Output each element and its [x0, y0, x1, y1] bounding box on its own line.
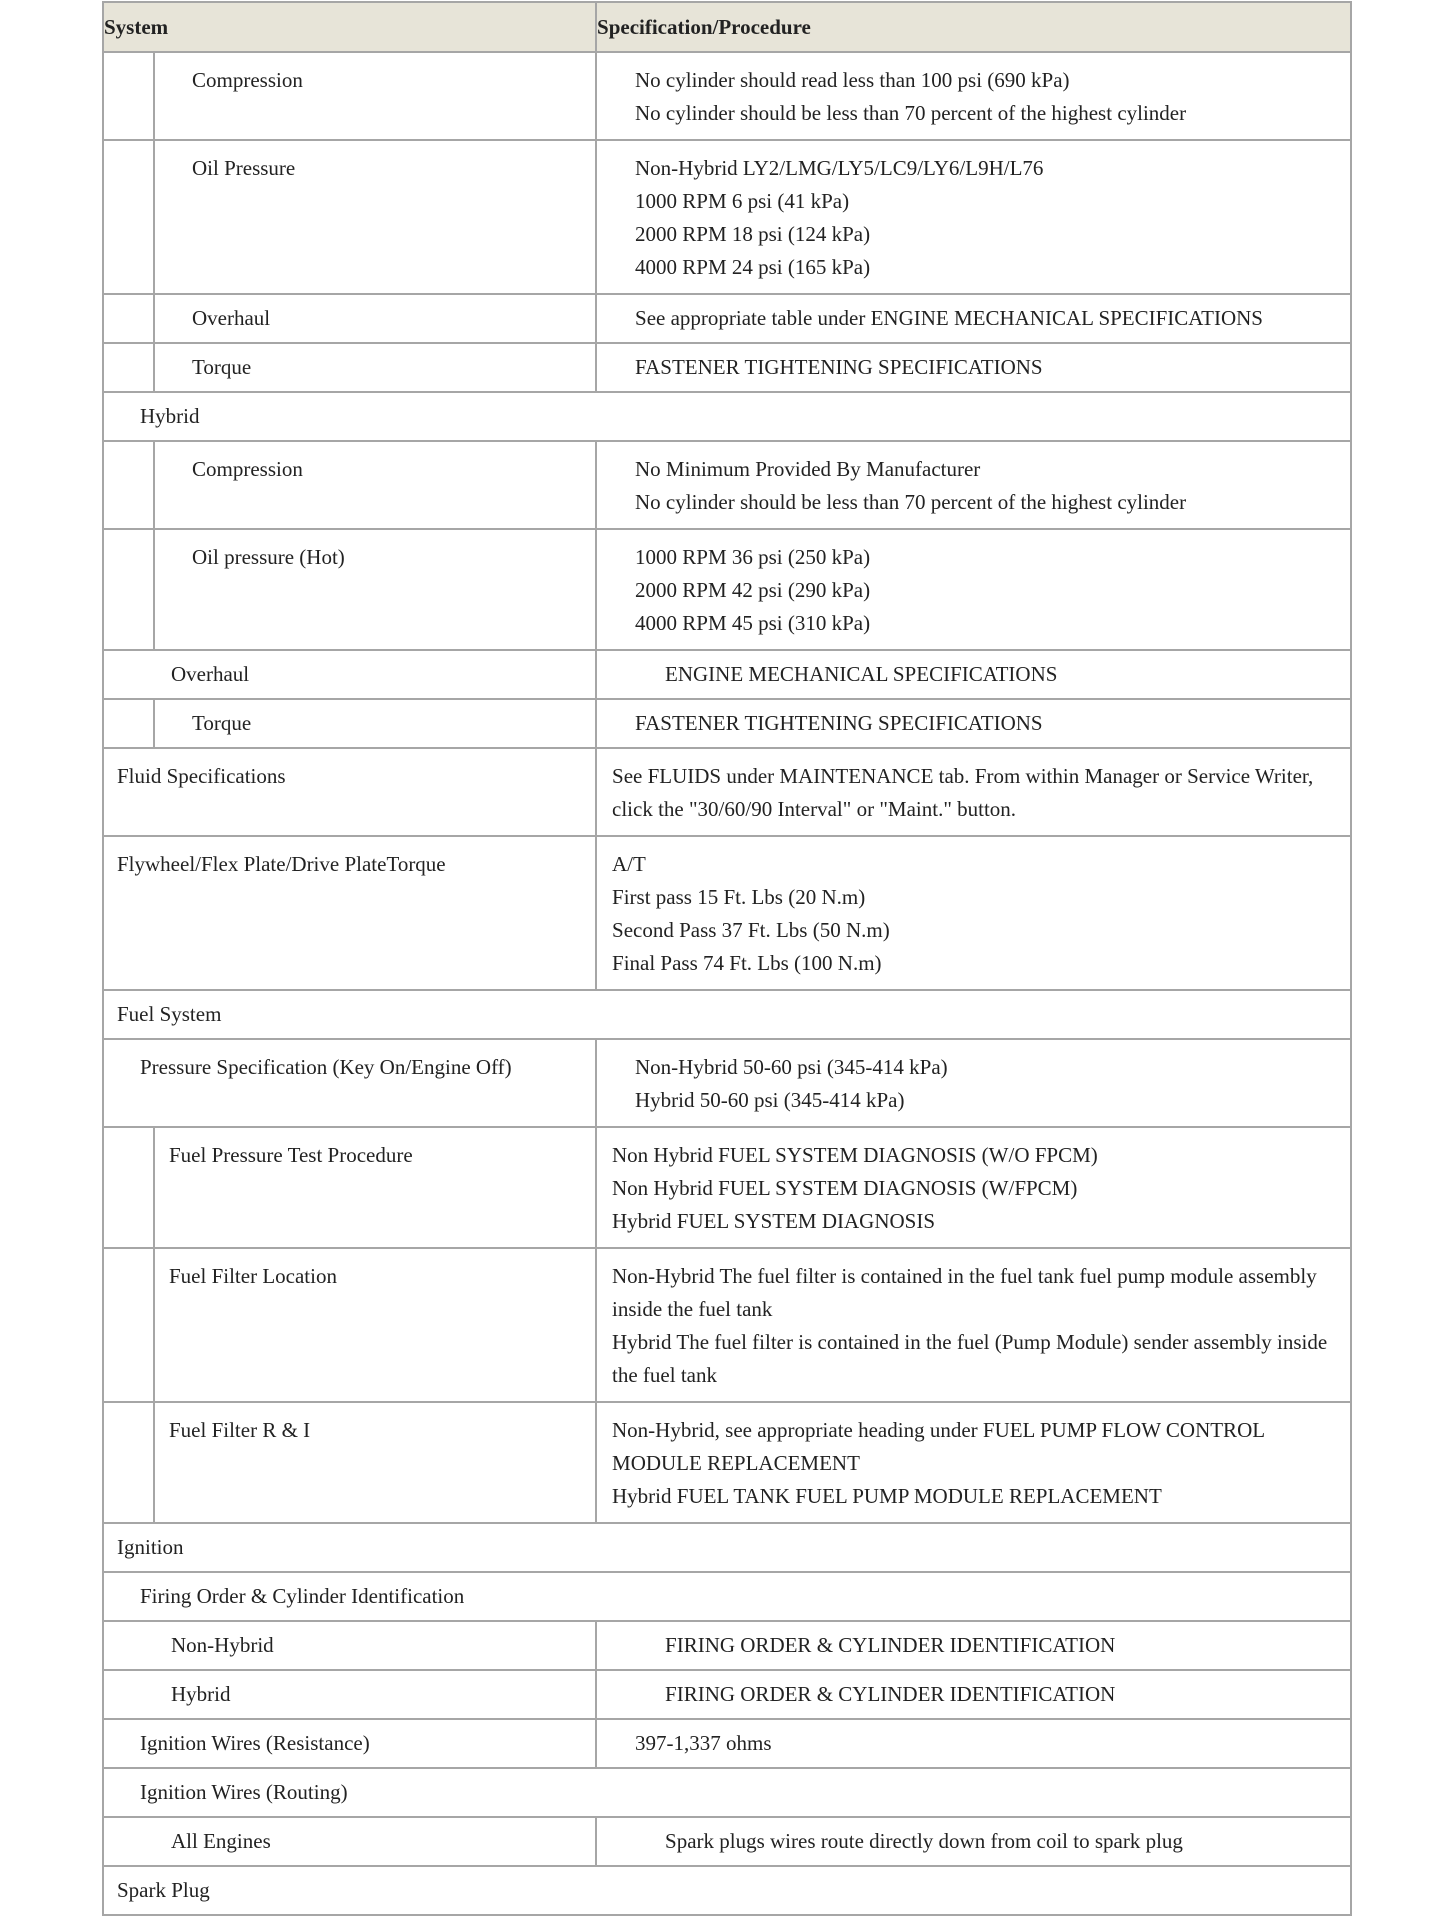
value-line: Second Pass 37 Ft. Lbs (50 N.m) — [612, 918, 890, 942]
row-name: Pressure Specification (Key On/Engine Off) — [140, 1055, 512, 1079]
row-value-cell — [596, 748, 1351, 836]
header-specification: Specification/Procedure — [596, 2, 1351, 52]
value-line: 2000 RPM 42 psi (290 kPa) — [635, 578, 871, 602]
indent-stub — [103, 1127, 154, 1248]
row-name-cell — [154, 1248, 596, 1402]
table-row — [103, 52, 1351, 140]
row-name-cell — [103, 1719, 596, 1768]
row-name: Fuel Pressure Test Procedure — [169, 1143, 413, 1167]
table-row — [103, 140, 1351, 294]
table-row — [103, 748, 1351, 836]
row-name: Non-Hybrid — [171, 1633, 274, 1657]
value-line: See appropriate table under ENGINE MECHANICAL SPECIFICATIONS — [635, 306, 1263, 330]
table-row — [103, 441, 1351, 529]
row-value-cell — [596, 836, 1351, 990]
row-value-cell — [596, 294, 1351, 343]
row-value-cell — [596, 343, 1351, 392]
row-name-cell — [154, 294, 596, 343]
row-name: Hybrid — [171, 1682, 231, 1706]
row-name-cell — [103, 748, 596, 836]
value-line: No Minimum Provided By Manufacturer — [635, 457, 981, 481]
value-line: FIRING ORDER & CYLINDER IDENTIFICATION — [665, 1682, 1116, 1706]
table-row — [103, 1127, 1351, 1248]
value-line: Spark plugs wires route directly down from coil to spark plug — [665, 1829, 1183, 1853]
section-title: Spark Plug — [117, 1878, 210, 1902]
row-name: Overhaul — [192, 306, 271, 330]
section-title: Fuel System — [117, 1002, 222, 1026]
indent-stub — [103, 699, 154, 748]
value-line: First pass 15 Ft. Lbs (20 N.m) — [612, 885, 866, 909]
row-value-cell — [596, 529, 1351, 650]
table-row — [103, 1402, 1351, 1523]
section-row — [103, 1572, 1351, 1621]
row-name-cell — [154, 140, 596, 294]
section-row — [103, 392, 1351, 441]
table-row — [103, 836, 1351, 990]
value-line: 397-1,337 ohms — [635, 1731, 772, 1755]
value-line: Non Hybrid FUEL SYSTEM DIAGNOSIS (W/FPCM) — [612, 1176, 1078, 1200]
value-line: Hybrid FUEL TANK FUEL PUMP MODULE REPLACEMENT — [612, 1484, 1162, 1508]
row-value-cell — [596, 1127, 1351, 1248]
value-line: Hybrid 50-60 psi (345-414 kPa) — [635, 1088, 905, 1112]
row-name-cell — [103, 1039, 596, 1127]
row-name: Torque — [192, 711, 252, 735]
row-name: Flywheel/Flex Plate/Drive PlateTorque — [117, 852, 446, 876]
section-cell — [103, 1523, 1351, 1572]
indent-stub — [103, 1402, 154, 1523]
row-name-cell — [154, 529, 596, 650]
section-row — [103, 1768, 1351, 1817]
row-name: Fluid Specifications — [117, 764, 286, 788]
row-value-cell — [596, 1402, 1351, 1523]
indent-stub — [103, 1248, 154, 1402]
indent-stub — [103, 529, 154, 650]
value-line: 4000 RPM 24 psi (165 kPa) — [635, 255, 871, 279]
row-name: Oil pressure (Hot) — [192, 545, 345, 569]
specification-table — [102, 1, 1352, 1916]
table-header-row — [103, 2, 1351, 52]
value-line: Non Hybrid FUEL SYSTEM DIAGNOSIS (W/O FPCM) — [612, 1143, 1098, 1167]
row-value-cell — [596, 1621, 1351, 1670]
row-name: Compression — [192, 457, 303, 481]
row-value-cell — [596, 1039, 1351, 1127]
table-row — [103, 1817, 1351, 1866]
section-row — [103, 1523, 1351, 1572]
value-line: 2000 RPM 18 psi (124 kPa) — [635, 222, 871, 246]
indent-stub — [103, 441, 154, 529]
row-name-cell — [103, 1621, 596, 1670]
row-name-cell — [154, 52, 596, 140]
row-value-cell — [596, 699, 1351, 748]
section-cell — [103, 392, 1351, 441]
indent-stub — [103, 294, 154, 343]
indent-stub — [103, 52, 154, 140]
section-title: Ignition Wires (Routing) — [140, 1780, 348, 1804]
row-name-cell — [154, 441, 596, 529]
row-name: Compression — [192, 68, 303, 92]
row-name: Oil Pressure — [192, 156, 296, 180]
value-line: 1000 RPM 36 psi (250 kPa) — [635, 545, 871, 569]
section-cell — [103, 1866, 1351, 1915]
indent-stub — [103, 343, 154, 392]
table-row — [103, 699, 1351, 748]
row-name: Overhaul — [171, 662, 250, 686]
section-title: Firing Order & Cylinder Identification — [140, 1584, 465, 1608]
table-row — [103, 343, 1351, 392]
value-line: FASTENER TIGHTENING SPECIFICATIONS — [635, 355, 1043, 379]
section-row — [103, 990, 1351, 1039]
value-line: Non-Hybrid 50-60 psi (345-414 kPa) — [635, 1055, 948, 1079]
value-line: Non-Hybrid The fuel filter is contained in the fuel tank fuel pump module assembly inside the fuel tank — [612, 1264, 1317, 1321]
value-line: No cylinder should be less than 70 percent of the highest cylinder — [635, 101, 1187, 125]
row-value-cell — [596, 441, 1351, 529]
value-line: ENGINE MECHANICAL SPECIFICATIONS — [665, 662, 1058, 686]
value-line: Hybrid FUEL SYSTEM DIAGNOSIS — [612, 1209, 936, 1233]
row-name-cell — [103, 1670, 596, 1719]
row-name-cell — [154, 1127, 596, 1248]
value-line: FIRING ORDER & CYLINDER IDENTIFICATION — [665, 1633, 1116, 1657]
section-cell — [103, 1572, 1351, 1621]
row-value-cell — [596, 1817, 1351, 1866]
table-row — [103, 650, 1351, 699]
row-name-cell — [103, 650, 596, 699]
value-line: 4000 RPM 45 psi (310 kPa) — [635, 611, 871, 635]
row-value-cell — [596, 52, 1351, 140]
row-value-cell — [596, 1719, 1351, 1768]
row-value-cell — [596, 650, 1351, 699]
value-line: No cylinder should read less than 100 psi (690 kPa) — [635, 68, 1070, 92]
table-row — [103, 529, 1351, 650]
section-cell — [103, 990, 1351, 1039]
value-line: Non-Hybrid, see appropriate heading under FUEL PUMP FLOW CONTROL MODULE REPLACEMENT — [612, 1418, 1265, 1475]
table-row — [103, 1039, 1351, 1127]
section-title: Hybrid — [140, 404, 200, 428]
indent-stub — [103, 140, 154, 294]
row-name: All Engines — [171, 1829, 271, 1853]
table-row — [103, 294, 1351, 343]
row-name: Torque — [192, 355, 252, 379]
value-line: Final Pass 74 Ft. Lbs (100 N.m) — [612, 951, 882, 975]
value-line: 1000 RPM 6 psi (41 kPa) — [635, 189, 850, 213]
value-line: FASTENER TIGHTENING SPECIFICATIONS — [635, 711, 1043, 735]
row-name-cell — [154, 1402, 596, 1523]
value-line: Non-Hybrid LY2/LMG/LY5/LC9/LY6/L9H/L76 — [635, 156, 1044, 180]
row-name-cell — [154, 699, 596, 748]
value-line: No cylinder should be less than 70 percent of the highest cylinder — [635, 490, 1187, 514]
table-row — [103, 1719, 1351, 1768]
row-value-cell — [596, 1248, 1351, 1402]
row-name: Ignition Wires (Resistance) — [140, 1731, 370, 1755]
row-value-cell — [596, 140, 1351, 294]
header-system: System — [103, 2, 596, 52]
row-name-cell — [154, 343, 596, 392]
table-row — [103, 1621, 1351, 1670]
value-line: Hybrid The fuel filter is contained in the fuel (Pump Module) sender assembly inside the fuel tank — [612, 1330, 1328, 1387]
row-name-cell — [103, 1817, 596, 1866]
row-name-cell — [103, 836, 596, 990]
row-name: Fuel Filter R & I — [169, 1418, 311, 1442]
table-row — [103, 1248, 1351, 1402]
row-value-cell — [596, 1670, 1351, 1719]
value-line: A/T — [612, 852, 646, 876]
value-line: See FLUIDS under MAINTENANCE tab. From within Manager or Service Writer, click the "30/60/90 Interval" or "Maint." button. — [612, 764, 1314, 821]
section-cell — [103, 1768, 1351, 1817]
section-row — [103, 1866, 1351, 1915]
row-name: Fuel Filter Location — [169, 1264, 337, 1288]
section-title: Ignition — [117, 1535, 184, 1559]
table-row — [103, 1670, 1351, 1719]
